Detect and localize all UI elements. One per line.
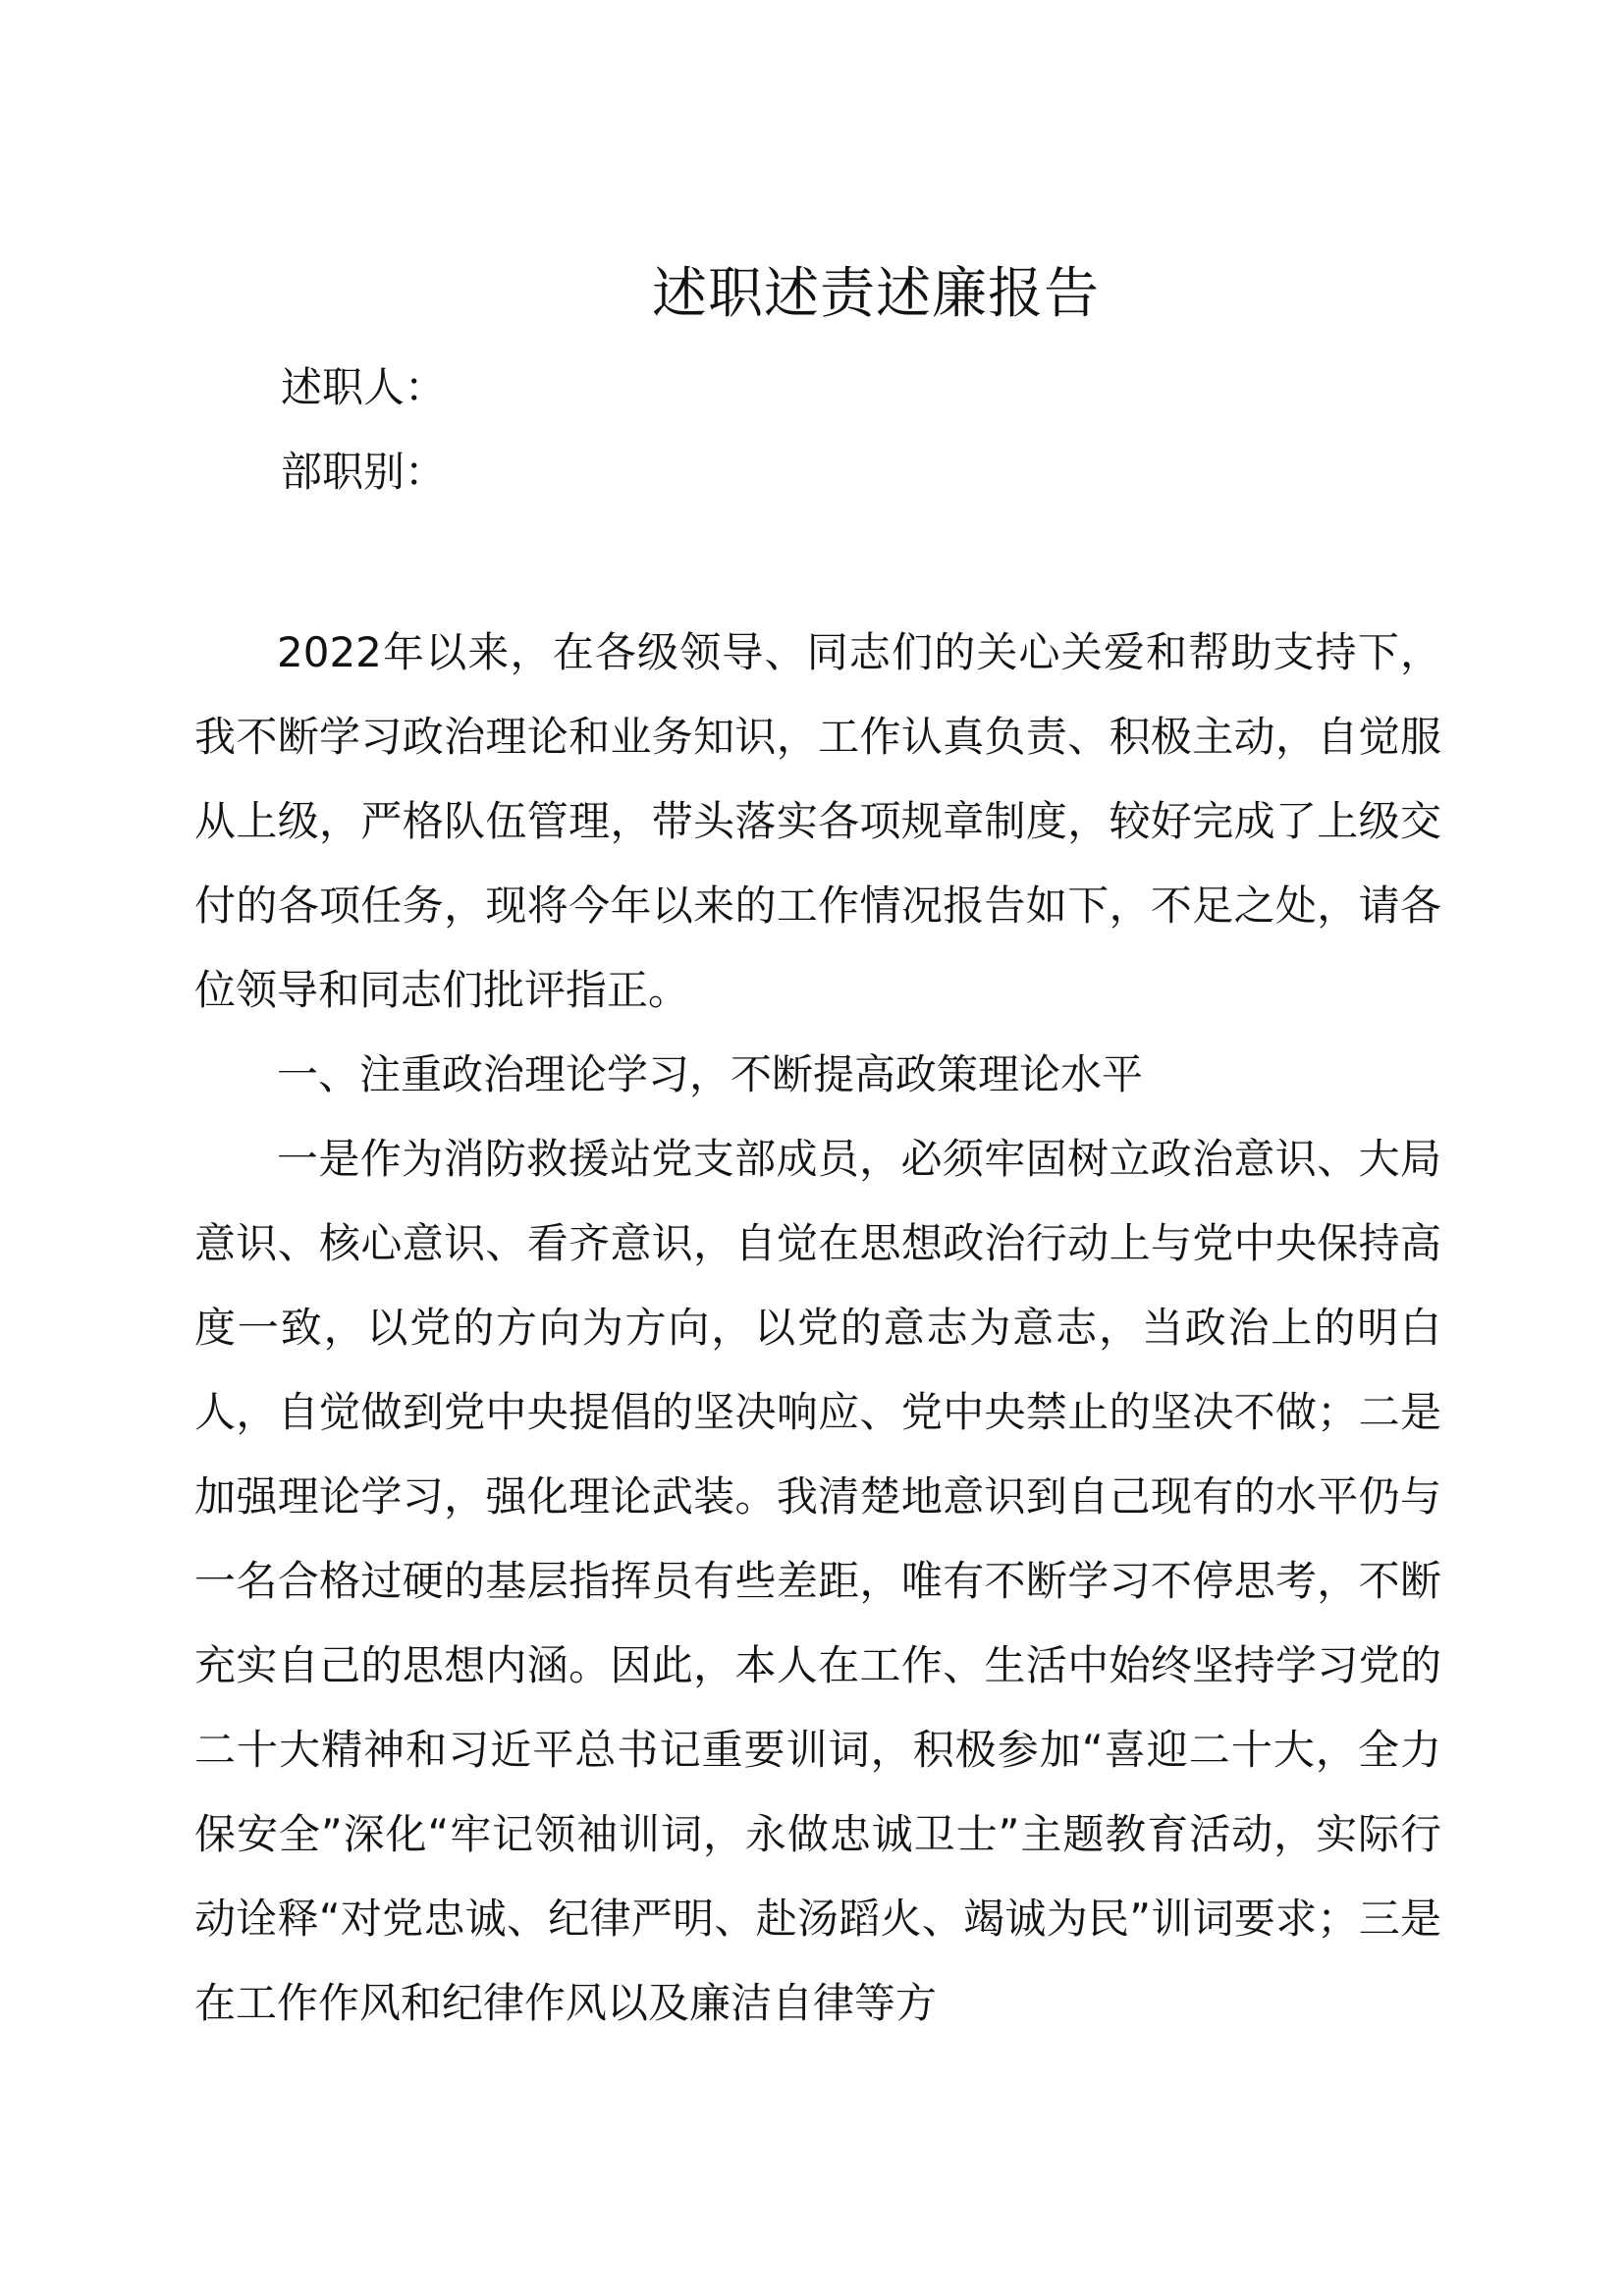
section-1-paragraph: 一是作为消防救援站党支部成员，必须牢固树立政治意识、大局意识、核心意识、看齐意识，自觉在思想政治行动上与党中央保持高度一致，以党的方向为方向，以党的意志为意志，当政治上的明白人，自觉做到党中央提倡的坚决响应、党中央禁止的坚决不做；二是加强理论学习，强化理论武装。我清楚地意识到自己现有的水平仍与一名合格过硬的基层指挥员有些差距，唯有不断学习不停思考，不断充实自己的思想内涵。因此，本人在工作、生活中始终坚持学习党的二十大精神和习近平总书记重要训词，积极参加“喜迎二十大，全力保安全”深化“牢记领袖训词，永做忠诚卫士”主题教育活动，实际行动诠释“对党忠诚、纪律严明、赴汤蹈火、竭诚为民”训词要求；三是在工作作风和纪律作风以及廉洁自律等方 <box>194 1135 1441 2027</box>
section-1-heading: 一、注重政治理论学习，不断提高政策理论水平 <box>277 1050 1144 1098</box>
report-body <box>194 611 1441 2046</box>
reporter-field-label: 述职人： <box>281 363 447 411</box>
document-title: 述职述责述廉报告 <box>652 261 1100 326</box>
position-field-label: 部职别： <box>281 448 447 496</box>
intro-paragraph: 2022年以来，在各级领导、同志们的关心关爱和帮助支持下，我不断学习政治理论和业务知识，工作认真负责、积极主动，自觉服从上级，严格队伍管理，带头落实各项规章制度，较好完成了上级交付的各项任务，现将今年以来的工作情况报告如下，不足之处，请各位领导和同志们批评指正。 <box>194 628 1441 1014</box>
